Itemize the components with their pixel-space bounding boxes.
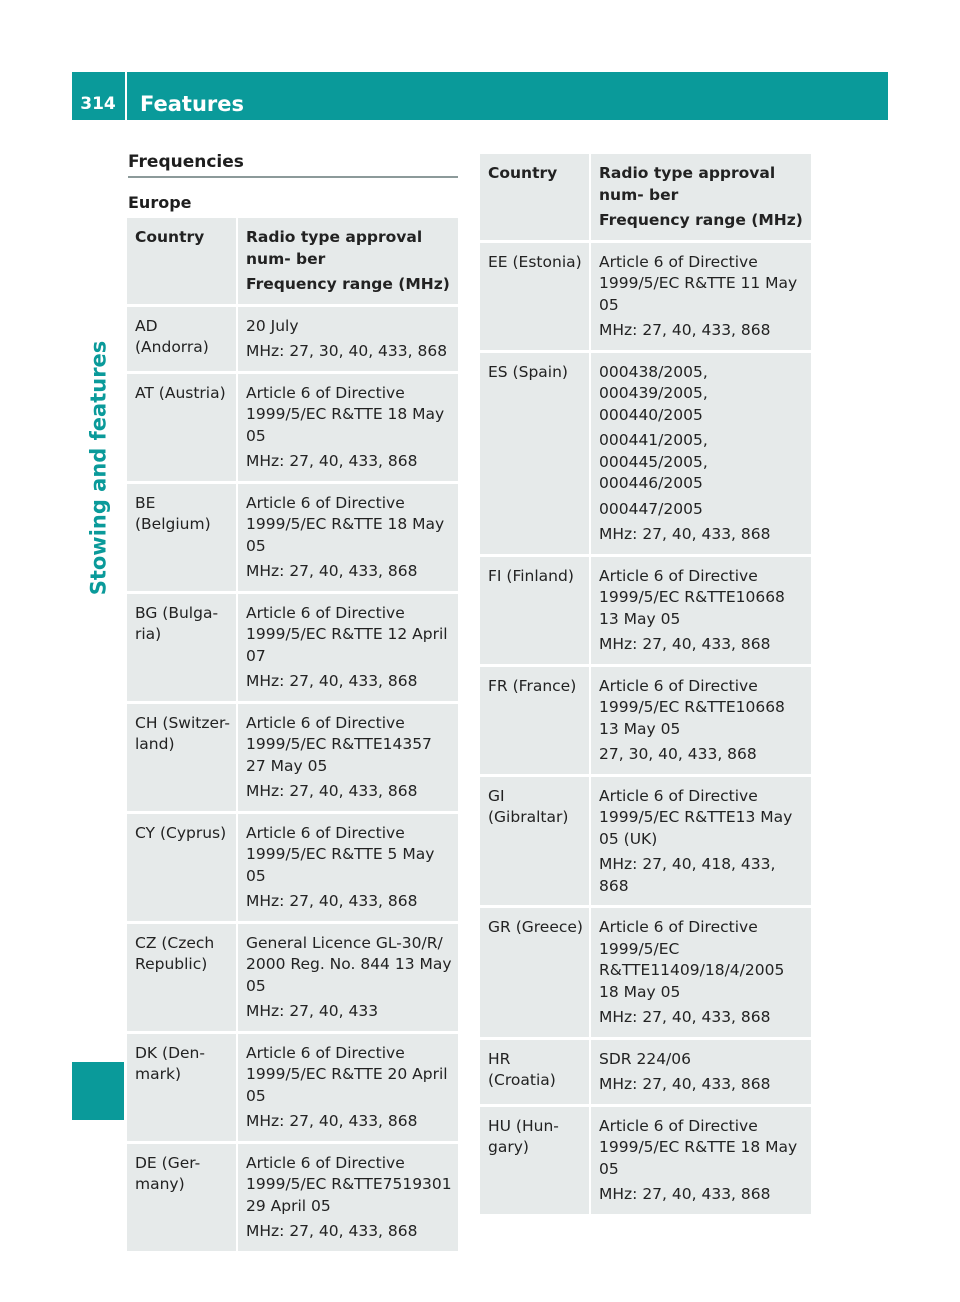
side-tab-label xyxy=(72,340,124,596)
country-name: FR (France) xyxy=(488,676,577,695)
approval-line: Article 6 of Directive 1999/5/EC R&TTE14357 27 May 05 xyxy=(246,713,432,775)
country-cell xyxy=(127,922,237,1032)
table-row xyxy=(127,922,458,1032)
approval-cell xyxy=(237,702,458,812)
header-country: Country xyxy=(127,218,237,305)
table-row xyxy=(480,1038,811,1105)
approval-line: MHz: 27, 40, 433, 868 xyxy=(599,321,771,339)
approval-cell xyxy=(237,812,458,922)
chapter-title: Features xyxy=(140,92,244,116)
approval-line: 20 July xyxy=(246,316,299,335)
country-cell xyxy=(480,241,590,351)
country-cell xyxy=(480,1105,590,1215)
approval-line: MHz: 27, 40, 433, 868 xyxy=(246,782,418,800)
approval-line: Article 6 of Directive 1999/5/EC R&TTE 11 May 05 xyxy=(599,252,798,314)
table-header-row xyxy=(127,218,458,305)
country-name: CH (Switzer- land) xyxy=(135,713,230,753)
table-row xyxy=(127,305,458,372)
country-name: FI (Finland) xyxy=(488,566,574,585)
approval-line: Article 6 of Directive 1999/5/EC R&TTE 18 May 05 xyxy=(246,383,445,445)
table-row xyxy=(480,555,811,665)
table-header-row xyxy=(480,154,811,241)
country-name: GI (Gibraltar) xyxy=(488,786,569,826)
approval-line: MHz: 27, 40, 418, 433, 868 xyxy=(599,855,776,895)
header-approval: Radio type approval num- ber Frequency range (MHz) xyxy=(590,154,811,241)
approval-line: SDR 224/06 xyxy=(599,1049,692,1068)
approval-line: Article 6 of Directive 1999/5/EC R&TTE13 May 05 (UK) xyxy=(599,786,793,848)
country-cell xyxy=(480,351,590,555)
country-name: AT (Austria) xyxy=(135,383,226,402)
approval-line: General Licence GL-30/R/ 2000 Reg. No. 844 13 May 05 xyxy=(246,933,452,995)
approval-cell xyxy=(237,1032,458,1142)
country-cell xyxy=(127,1032,237,1142)
country-cell xyxy=(127,812,237,922)
table-row xyxy=(127,592,458,702)
country-cell xyxy=(127,592,237,702)
country-name: HR (Croatia) xyxy=(488,1049,556,1089)
country-name: CY (Cyprus) xyxy=(135,823,227,842)
table-row xyxy=(127,372,458,482)
country-cell xyxy=(480,665,590,775)
approval-line: Article 6 of Directive 1999/5/EC R&TTE 12 April 07 xyxy=(246,603,448,665)
table-row xyxy=(480,1105,811,1215)
country-name: BG (Bulga- ria) xyxy=(135,603,219,643)
approval-line: MHz: 27, 30, 40, 433, 868 xyxy=(246,342,448,360)
table-row xyxy=(127,812,458,922)
approval-line: Article 6 of Directive 1999/5/EC R&TTE 18 May 05 xyxy=(246,493,445,555)
header-country: Country xyxy=(480,154,590,241)
country-name: AD (Andorra) xyxy=(135,316,209,356)
approval-line: Article 6 of Directive 1999/5/EC R&TTE10668 13 May 05 xyxy=(599,566,785,628)
side-tab-text: Stowing and features xyxy=(86,340,110,596)
approval-cell xyxy=(590,907,811,1039)
approval-line: 000447/2005 xyxy=(599,499,703,518)
frequency-table-left xyxy=(127,218,458,1254)
country-name: BE (Belgium) xyxy=(135,493,211,533)
approval-line: 27, 30, 40, 433, 868 xyxy=(599,745,757,763)
table-row xyxy=(127,1032,458,1142)
country-name: EE (Estonia) xyxy=(488,252,582,271)
side-tab-marker xyxy=(72,1062,124,1120)
frequency-table-right xyxy=(480,154,811,1217)
country-cell xyxy=(127,305,237,372)
approval-cell xyxy=(237,372,458,482)
approval-line: MHz: 27, 40, 433, 868 xyxy=(246,1222,418,1240)
approval-cell xyxy=(237,592,458,702)
approval-line: MHz: 27, 40, 433, 868 xyxy=(599,1075,771,1093)
region-title: Europe xyxy=(128,193,192,212)
approval-cell xyxy=(590,351,811,555)
approval-line: Article 6 of Directive 1999/5/EC R&TTE 20 April 05 xyxy=(246,1043,448,1105)
country-cell xyxy=(480,907,590,1039)
country-cell xyxy=(127,372,237,482)
country-cell xyxy=(127,482,237,592)
approval-line: MHz: 27, 40, 433, 868 xyxy=(246,672,418,690)
approval-line: Article 6 of Directive 1999/5/EC R&TTE7519301 29 April 05 xyxy=(246,1153,452,1215)
table-row xyxy=(480,665,811,775)
section-title: Frequencies xyxy=(128,152,458,178)
table-row xyxy=(127,702,458,812)
country-name: DK (Den- mark) xyxy=(135,1043,205,1083)
approval-cell xyxy=(237,922,458,1032)
approval-cell xyxy=(590,1105,811,1215)
approval-cell xyxy=(590,665,811,775)
approval-line: Article 6 of Directive 1999/5/EC R&TTE 18 May 05 xyxy=(599,1116,798,1178)
country-cell xyxy=(127,702,237,812)
header-approval: Radio type approval num- ber Frequency range (MHz) xyxy=(237,218,458,305)
approval-line: MHz: 27, 40, 433, 868 xyxy=(246,452,418,470)
approval-cell xyxy=(237,482,458,592)
approval-line: 000438/2005, 000439/2005, 000440/2005 xyxy=(599,362,708,424)
country-name: ES (Spain) xyxy=(488,362,568,381)
approval-cell xyxy=(590,775,811,907)
page-number: 314 xyxy=(80,94,116,114)
approval-cell xyxy=(590,555,811,665)
approval-line: Article 6 of Directive 1999/5/EC R&TTE 5 May 05 xyxy=(246,823,435,885)
table-row xyxy=(480,907,811,1039)
country-name: HU (Hun- gary) xyxy=(488,1116,559,1156)
approval-line: MHz: 27, 40, 433, 868 xyxy=(599,525,771,543)
approval-line: MHz: 27, 40, 433, 868 xyxy=(599,635,771,653)
country-cell xyxy=(480,775,590,907)
approval-cell xyxy=(590,241,811,351)
approval-line: MHz: 27, 40, 433, 868 xyxy=(246,1112,418,1130)
approval-line: MHz: 27, 40, 433, 868 xyxy=(599,1185,771,1203)
table-row xyxy=(127,1142,458,1252)
header-divider xyxy=(125,72,127,120)
table-row xyxy=(480,775,811,907)
country-cell xyxy=(127,1142,237,1252)
approval-line: MHz: 27, 40, 433, 868 xyxy=(246,892,418,910)
table-row xyxy=(127,482,458,592)
country-cell xyxy=(480,555,590,665)
approval-line: MHz: 27, 40, 433 xyxy=(246,1002,379,1020)
country-cell xyxy=(480,1038,590,1105)
country-name: GR (Greece) xyxy=(488,918,583,936)
table-row xyxy=(480,351,811,555)
table-row xyxy=(480,241,811,351)
approval-cell xyxy=(590,1038,811,1105)
approval-cell xyxy=(237,1142,458,1252)
approval-line: MHz: 27, 40, 433, 868 xyxy=(246,562,418,580)
country-name: CZ (Czech Republic) xyxy=(135,933,215,973)
approval-cell xyxy=(237,305,458,372)
approval-line: MHz: 27, 40, 433, 868 xyxy=(599,1008,771,1026)
approval-line: 000441/2005, 000445/2005, 000446/2005 xyxy=(599,431,708,492)
country-name: DE (Ger- many) xyxy=(135,1153,201,1193)
approval-line: Article 6 of Directive 1999/5/EC R&TTE10668 13 May 05 xyxy=(599,676,785,738)
approval-line: Article 6 of Directive 1999/5/EC R&TTE11409/18/4/2005 18 May 05 xyxy=(599,918,785,1001)
